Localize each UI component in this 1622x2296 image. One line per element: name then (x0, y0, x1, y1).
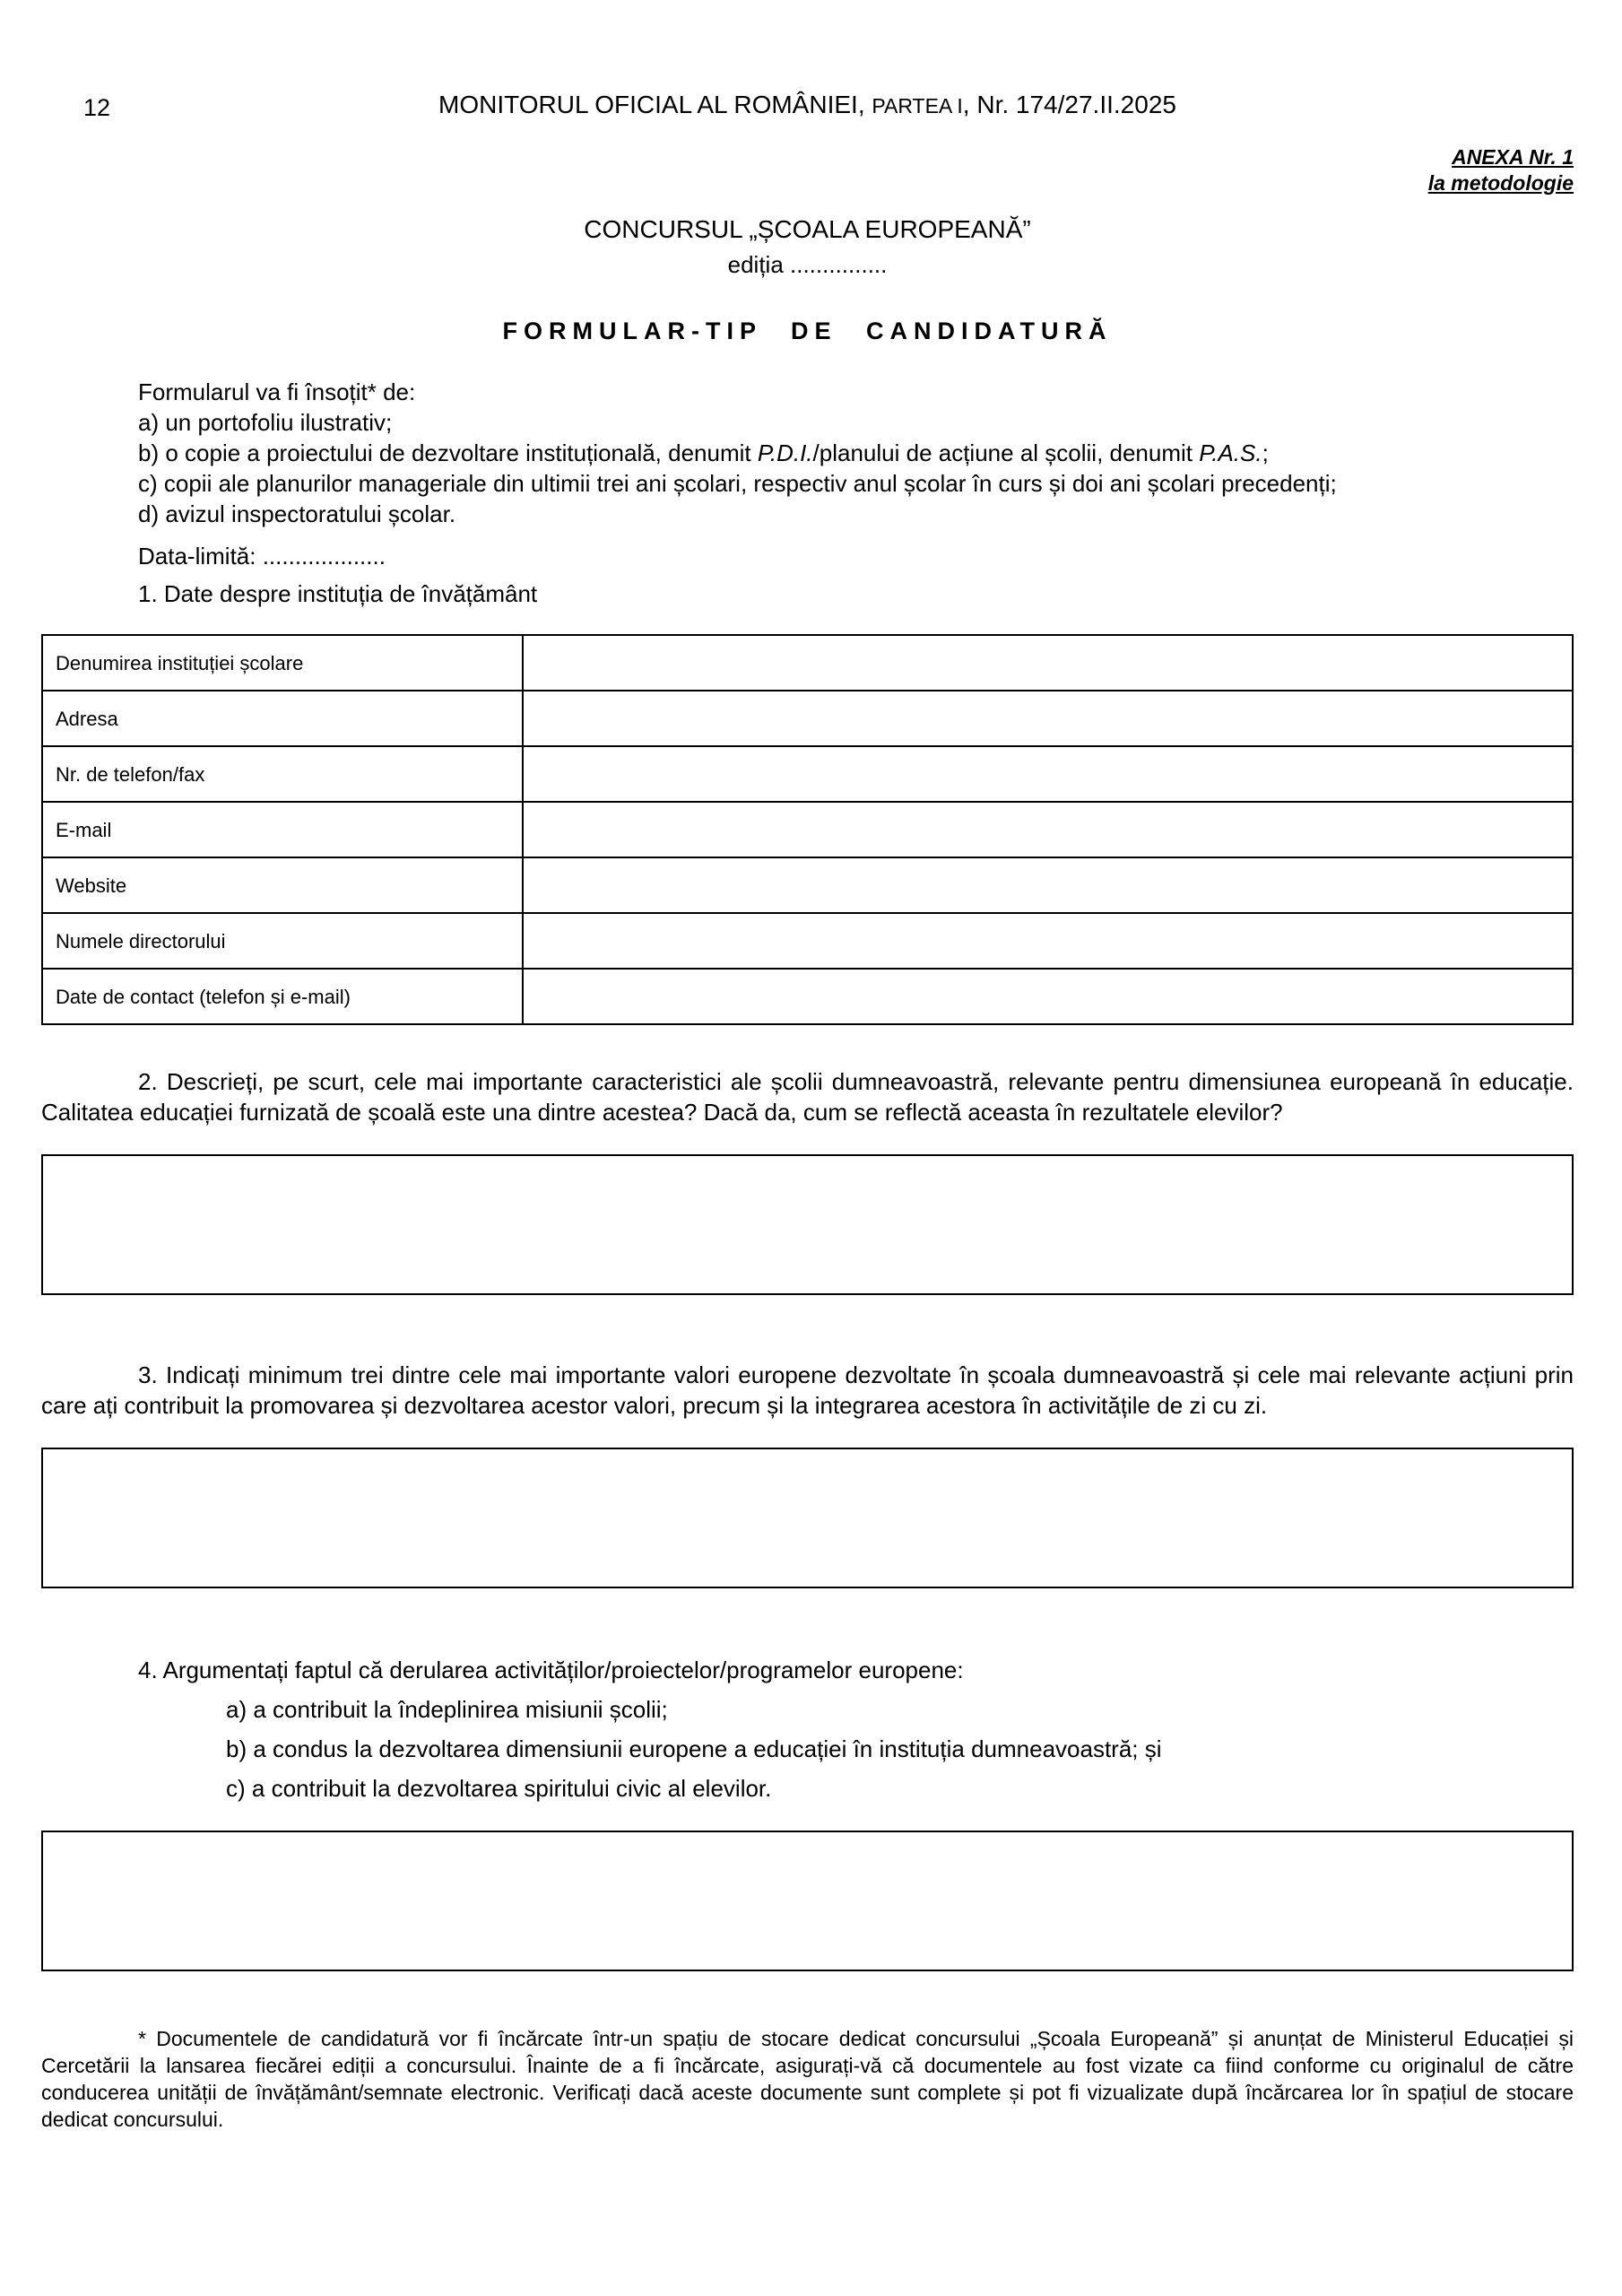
institution-info-table (41, 634, 1574, 1025)
table-row (42, 746, 1573, 802)
table-row (42, 857, 1573, 913)
intro-item-d: d) avizul inspectoratului școlar. (138, 500, 456, 527)
table-value-director-name (523, 913, 1573, 969)
table-value-institution-name (523, 635, 1573, 691)
table-value-contact-details (523, 969, 1573, 1024)
table-row (42, 913, 1573, 969)
deadline-line: Data-limită: ................... (138, 543, 386, 570)
intro-item-b (138, 438, 1574, 468)
table-label-address: Adresa (42, 691, 523, 746)
table-row (42, 802, 1573, 857)
journal-header-part: PARTEA I (872, 94, 963, 117)
contest-title: CONCURSUL „ȘCOALA EUROPEANĂ” (584, 215, 1031, 243)
section2-question: 2. Descrieți, pe scurt, cele mai importante caracteristici ale școlii dumneavoastră, relevante pentru dimensiunea europeană în educație. Calitatea educației furnizată de școală este una dintre acestea? Dacă da, cum se reflectă aceasta în rezultatele elevilor? (41, 1068, 1574, 1126)
intro-item-b-text3: ; (1262, 439, 1269, 466)
table-row (42, 691, 1573, 746)
table-label-contact-details: Date de contact (telefon și e-mail) (42, 969, 523, 1024)
table-label-website: Website (42, 857, 523, 913)
section4-item-b: b) a condus la dezvoltarea dimensiunii europene a educației în instituția dumneavoastră; și (226, 1735, 1162, 1762)
section3-question: 3. Indicați minimum trei dintre cele mai importante valori europene dezvoltate în școala dumneavoastră și cele mai relevante acțiuni prin care ați contribuit la promovarea și dezvoltarea acestor valori, precum și la integrarea acestora în activitățile de zi cu zi. (41, 1361, 1574, 1419)
section4-answer-box (41, 1831, 1574, 1971)
intro-item-a: a) un portofoliu ilustrativ; (138, 409, 393, 436)
intro-lead: Formularul va fi însoțit* de: (138, 378, 416, 405)
annex-subtitle: la metodologie (1427, 171, 1574, 195)
journal-header (41, 90, 1574, 121)
section4-item-a: a) a contribuit la îndeplinirea misiunii școlii; (226, 1696, 668, 1723)
intro-section (138, 377, 1574, 529)
intro-item-b-abbrev-pas: P.A.S. (1199, 439, 1262, 466)
table-value-website (523, 857, 1573, 913)
journal-header-issue: , Nr. 174/27.II.2025 (962, 91, 1176, 118)
contest-edition: ediția ............... (727, 251, 888, 278)
section4-lead: 4. Argumentați faptul că derularea activităților/proiectelor/programelor europene: (138, 1657, 964, 1683)
table-value-address (523, 691, 1573, 746)
table-value-email (523, 802, 1573, 857)
table-row (42, 635, 1573, 691)
intro-item-b-abbrev-pdi: P.D.I. (757, 439, 813, 466)
table-label-email: E-mail (42, 802, 523, 857)
table-label-institution-name: Denumirea instituției școlare (42, 635, 523, 691)
page-number: 12 (83, 94, 111, 121)
table-label-phone-fax: Nr. de telefon/fax (42, 746, 523, 802)
intro-item-b-text1: b) o copie a proiectului de dezvoltare instituțională, denumit (138, 439, 758, 466)
intro-item-c: c) copii ale planurilor manageriale din ultimii trei ani școlari, respectiv anul școlar în curs și doi ani școlari precedenți; (138, 470, 1337, 497)
form-title: FORMULAR-TIP DE CANDIDATURĂ (502, 317, 1113, 344)
section2-answer-box (41, 1154, 1574, 1295)
table-value-phone-fax (523, 746, 1573, 802)
journal-header-title: MONITORUL OFICIAL AL ROMÂNIEI, (438, 91, 872, 118)
section1-title: 1. Date despre instituția de învățământ (138, 580, 538, 607)
intro-item-b-text2: /planului de acțiune al școlii, denumit (812, 439, 1200, 466)
section3-answer-box (41, 1448, 1574, 1588)
section4-items (226, 1694, 1574, 1804)
footnote: * Documentele de candidatură vor fi încărcate într-un spațiu de stocare dedicat concursului „Școala Europeană” și anunțat de Ministerul Educației și Cercetării la lansarea fiecărei ediții a concursului. Înainte de a fi încărcate, asigurați-vă că documentele au fost vizate ca fiind conforme cu originalul de către conducerea unității de învățământ/semnate electronic. Verificați dacă aceste documente sunt complete și pot fi vizualizate după încărcarea lor în spațiul de stocare dedicat concursului. (41, 2027, 1574, 2131)
table-label-director-name: Numele directorului (42, 913, 523, 969)
annex-number: ANEXA Nr. 1 (1452, 145, 1574, 169)
section4-item-c: c) a contribuit la dezvoltarea spiritului civic al elevilor. (226, 1775, 772, 1802)
table-row (42, 969, 1573, 1024)
annex-reference (41, 144, 1574, 196)
